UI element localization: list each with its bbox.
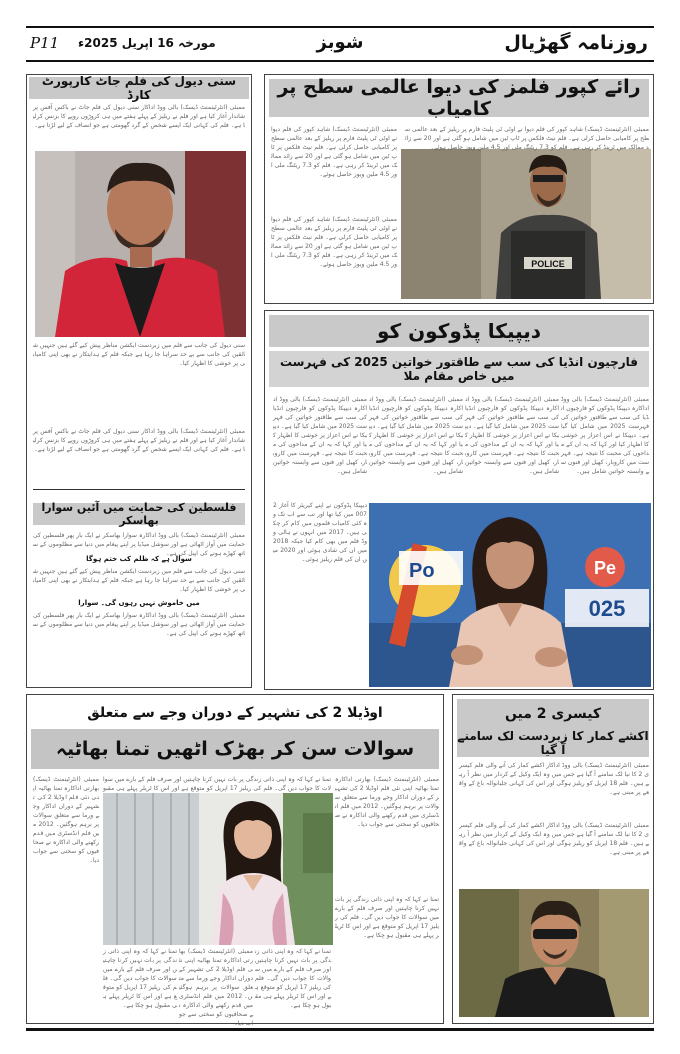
article-body: ممبئی (انٹرٹینمنٹ ڈیسک) بھارتی اداکارہ تمنا بھاٹیہ اپنی نئی فلم اوڈیلا 2 کی تشہیر کے دوران اداکار وجے ورما سے متعلق سوالات پر برہم ہوگئیں۔ 2012 میں فلم انڈسٹری میں قدم رکھنے والی اداکارہ نے صحافیوں کو سختی سے جواب دیا۔ — [33, 776, 100, 864]
akshay-kumar-photo — [459, 889, 649, 1017]
article-body: ممبئی (انٹرٹینمنٹ ڈیسک) بالی ووڈ اداکارہ سوارا بھاسکر نے ایک بار پھر فلسطین کی حمایت میں آواز اٹھائی ہے اور سوشل میڈیا پر اپنے پیغام میں دنیا سے مظلوموں کے ساتھ کھڑے ہونے کی اپیل کی ہے۔ — [33, 612, 245, 637]
article-kesari — [452, 694, 654, 1024]
police-badge: POLICE — [531, 259, 565, 269]
article-body: ممبئی (انٹرٹینمنٹ ڈیسک) شاہد کپور کی فلم دیوا نے اوٹی ٹی پلیٹ فارم پر ریلیز کے بعد عالمی سطح پر کامیابی حاصل کرلی ہے۔ فلم نیٹ فلکس پر ٹاپ ٹین میں شامل ہو گئی ہے اور 20 سے زائد ممالک میں ٹرینڈ کر رہی ہے۔ فلم کو 7.3 ریٹنگ ملی اور 4.5 ملین ویوز حاصل ہوئے۔ — [271, 216, 397, 268]
article-body: ممبئی (انٹرٹینمنٹ ڈیسک) بھارتی اداکارہ تمنا بھاٹیہ اپنی نئی فلم اوڈیلا 2 کی تشہیر کے دوران اداکار وجے ورما سے متعلق سوالات پر برہم ہوگئیں۔ 2012 میں فلم انڈسٹری میں قدم رکھنے والی اداکارہ نے صحافیوں کو سختی سے جواب دیا۔ — [335, 776, 439, 828]
article-body: ممبئی (انٹرٹینمنٹ ڈیسک) بالی ووڈ اداکار اکشے کمار کی آنے والی فلم کیسری 2 کا نیا لک سامنے آ گیا ہے جس میں وہ ایک وکیل کے کردار میں نظر آ رہے ہیں۔ فلم 18 اپریل کو ریلیز ہوگی اور اس کی کہانی جلیانوالہ باغ کے واقعے پر مبنی ہے۔ — [459, 822, 650, 856]
article-kicker: اوڈیلا 2 کی تشہیر کے دوران وجے سے متعلق — [87, 705, 383, 721]
article-body: ممبئی (انٹرٹینمنٹ ڈیسک) شاہد کپور کی فلم دیوا نے اوٹی ٹی پلیٹ فارم پر ریلیز کے بعد عالمی سطح پر کامیابی حاصل کرلی ہے۔ فلم نیٹ فلکس پر ٹاپ ٹین میں شامل ہو گئی ہے اور 20 سے زائد ممالک میں ٹرینڈ کر رہی ہے۔ فلم کو 7.3 ریٹنگ ملی اور 4.5 ملین ویوز حاصل ہوئے۔ — [405, 126, 649, 151]
article-sunny — [26, 74, 252, 688]
tamanna-bhatia-photo — [103, 793, 333, 945]
article-body: تمنا نے کہا کہ وہ اپنی ذاتی زندگی پر بات نہیں کرنا چاہتیں اور صرف فلم کے بارے میں سوالات کا جواب دیں گی۔ فلم کی ریلیز 17 اپریل کو متوقع ہے اور اس کا ٹریلر پہلے ہی مقبول ہو چکا ہے۔ — [335, 896, 440, 939]
article-body: ممبئی (انٹرٹینمنٹ ڈیسک) بالی ووڈ اداکارہ دیپیکا پڈوکون کو فارچیون انڈیا کی سب سے طاقتور خواتین کی فہرست 2025 میں شامل کیا گیا ہے۔ دیپیکا نے اس اعزاز پر خوشی کا اظہار کیا اور کہا کہ یہ ان کے مداحوں کی محبت کا نتیجہ ہے۔ فہرست میں کاروبار، کھیل اور فنون سے وابستہ خواتین شامل ہیں۔ — [273, 396, 367, 475]
article-kicker: کیسری 2 میں — [457, 699, 649, 729]
section-title: شوبز — [316, 32, 364, 53]
article-headline: رائے کپور فلمز کی دیوا عالمی سطح پر کامیاب — [269, 79, 649, 117]
article-body: ممبئی (انٹرٹینمنٹ ڈیسک) بالی ووڈ اداکارہ دیپیکا پڈوکون کو فارچیون انڈیا کی سب سے طاقتور خواتین کی فہرست 2025 میں شامل کیا گیا ہے۔ دیپیکا نے اس اعزاز پر خوشی کا اظہار کیا اور کہا کہ یہ ان کے مداحوں کی محبت کا نتیجہ ہے۔ فہرست میں کاروبار، کھیل اور فنون سے وابستہ خواتین شامل ہیں۔ — [369, 396, 463, 475]
page-header — [26, 26, 654, 62]
article-body: ممبئی (انٹرٹینمنٹ ڈیسک) بھارتی اداکارہ تمنا بھاٹیہ اپنی نئی فلم اوڈیلا 2 کی تشہیر کے دوران اداکار وجے ورما سے متعلق سوالات پر برہم ہوگئیں۔ 2012 میں فلم انڈسٹری میں قدم رکھنے والی اداکارہ نے صحافیوں کو سختی سے جواب دیا۔ — [179, 948, 253, 1027]
article-body: ممبئی (انٹرٹینمنٹ ڈیسک) بالی ووڈ اداکارہ دیپیکا پڈوکون کو فارچیون انڈیا کی سب سے طاقتور خواتین کی فہرست 2025 میں شامل کیا گیا ہے۔ دیپیکا نے اس اعزاز پر خوشی کا اظہار کیا اور کہا کہ یہ ان کے مداحوں کی محبت کا نتیجہ ہے۔ فہرست میں کاروبار، کھیل اور فنون سے وابستہ خواتین شامل ہیں۔ — [465, 396, 559, 475]
screen-text: 025 — [588, 596, 626, 621]
article-headline: فارچیون انڈیا کی سب سے طاقتور خواتین 2025 کی فہرست میں خاص مقام ملا — [269, 351, 649, 387]
article-body: سنی دیول کی جانب سے فلم میں زبردست ایکشن مناظر پیش کیے گئے ہیں جنہیں شائقین کی جانب سے بے حد سراہا جا رہا ہے جبکہ فلم کے ہدایتکار نے بھی اپنی کامیابی پر خوشی کا اظہار کیا۔ — [33, 342, 245, 367]
article-body: ممبئی (انٹرٹینمنٹ ڈیسک) بالی ووڈ اداکارہ سوارا بھاسکر نے ایک بار پھر فلسطین کی حمایت میں آواز اٹھائی ہے اور سوشل میڈیا پر اپنے پیغام میں دنیا سے مظلوموں کے ساتھ کھڑے ہونے کی اپیل کی ہے۔ — [33, 532, 245, 557]
pull-quote: میں خاموش نہیں رہوں گی۔ سوارا — [78, 599, 200, 607]
article-body: تمنا نے کہا کہ وہ اپنی ذاتی زندگی پر بات نہیں کرنا چاہتیں اور صرف فلم کے بارے میں سوالات کا جواب دیں گی۔ فلم کی ریلیز 17 اپریل کو متوقع ہے اور اس کا ٹریلر پہلے ہی مقبول ہو چکا ہے۔ — [103, 948, 178, 1009]
divider — [33, 489, 245, 490]
article-body: سنی دیول کی جانب سے فلم میں زبردست ایکشن مناظر پیش کیے گئے ہیں جنہیں شائقین کی جانب سے بے حد سراہا جا رہا ہے جبکہ فلم کے ہدایتکار نے بھی اپنی کامیابی پر خوشی کا اظہار کیا۔ — [33, 568, 245, 593]
deepika-padukone-photo — [369, 503, 651, 687]
article-body: ممبئی (انٹرٹینمنٹ ڈیسک) بالی ووڈ اداکارہ دیپیکا پڈوکون کو فارچیون انڈیا کی سب سے طاقتور خواتین کی فہرست 2025 میں شامل کیا گیا ہے۔ دیپیکا نے اس اعزاز پر خوشی کا اظہار کیا اور کہا کہ یہ ان کے مداحوں کی محبت کا نتیجہ ہے۔ فہرست میں کاروبار، کھیل اور فنون سے وابستہ خواتین شامل ہیں۔ — [561, 396, 649, 475]
article-kicker: دیپیکا پڈوکون کو — [269, 315, 649, 347]
footer-rule — [26, 1028, 654, 1031]
article-subhead: فلسطین کی حمایت میں آئیں سوارا بھاسکر — [33, 503, 245, 525]
screen-text: Po — [409, 560, 435, 582]
article-tamanna — [26, 694, 444, 1027]
article-body: ممبئی (انٹرٹینمنٹ ڈیسک) بالی ووڈ اداکار سنی دیول کی فلم جاٹ نے باکس آفس پر شاندار آغاز کیا ہے اور فلم نے ریلیز کے پہلے ہفتے میں ہی کروڑوں روپے کا بزنس کرلیا ہے۔ فلم کی کہانی ایک ایسے شخص کے گرد گھومتی ہے جو انصاف کے لیے لڑتا ہے۔ — [33, 428, 245, 453]
article-headline: اکشے کمار کا زبردست لک سامنے آ گیا — [457, 729, 649, 757]
article-body: دیپیکا پڈوکون نے اپنے کیریئر کا آغاز 2007 میں کیا تھا اور تب سے اب تک وہ کئی کامیاب فلموں میں کام کر چکی ہیں۔ 2017 میں انہوں نے ہالی ووڈ فلم میں بھی کام کیا جبکہ 2018 میں ان کی شادی ہوئی اور 2020 میں ان کی فلم ریلیز ہوئی۔ — [273, 502, 368, 563]
article-headline: سوالات سن کر بھڑک اٹھیں تمنا بھاٹیہ — [31, 729, 439, 769]
article-deepika — [264, 310, 654, 690]
article-body: تمنا نے کہا کہ وہ اپنی ذاتی زندگی پر بات نہیں کرنا چاہتیں اور صرف فلم کے بارے میں سوالات کا جواب دیں گی۔ فلم کی ریلیز 17 اپریل کو متوقع ہے اور اس کا ٹریلر پہلے ہی مقبول ہو چکا ہے۔ — [255, 948, 331, 1009]
article-body: ممبئی (انٹرٹینمنٹ ڈیسک) بالی ووڈ اداکار سنی دیول کی فلم جاٹ نے باکس آفس پر شاندار آغاز کیا ہے اور فلم نے ریلیز کے پہلے ہفتے میں ہی کروڑوں روپے کا بزنس کرلیا ہے۔ فلم کی کہانی ایک ایسے شخص کے گرد گھومتی ہے جو انصاف کے لیے لڑتا ہے۔ — [33, 104, 245, 129]
sunny-deol-photo — [35, 151, 246, 337]
article-headline: سنی دیول کی فلم جاٹ کارپورٹ کارڈ — [29, 77, 249, 99]
masthead: روزنامہ گھڑیال — [504, 32, 648, 54]
article-body: ممبئی (انٹرٹینمنٹ ڈیسک) شاہد کپور کی فلم دیوا نے اوٹی ٹی پلیٹ فارم پر ریلیز کے بعد عالمی سطح پر کامیابی حاصل کرلی ہے۔ فلم نیٹ فلکس پر ٹاپ ٹین میں شامل ہو گئی ہے اور 20 سے زائد ممالک میں ٹرینڈ کر رہی ہے۔ فلم کو 7.3 ریٹنگ ملی اور 4.5 ملین ویوز حاصل ہوئے۔ — [271, 126, 397, 178]
article-raaye — [264, 74, 654, 304]
article-body: تمنا نے کہا کہ وہ اپنی ذاتی زندگی پر بات نہیں کرنا چاہتیں اور صرف فلم کے بارے میں سوالات کا جواب دیں گی۔ فلم کی ریلیز 17 اپریل کو متوقع ہے اور اس کا ٹریلر پہلے ہی مقبو — [103, 776, 331, 792]
screen-text: Pe — [593, 558, 617, 578]
article-body: ممبئی (انٹرٹینمنٹ ڈیسک) بالی ووڈ اداکار اکشے کمار کی آنے والی فلم کیسری 2 کا نیا لک سامنے آ گیا ہے جس میں وہ ایک وکیل کے کردار میں نظر آ رہے ہیں۔ فلم 18 اپریل کو ریلیز ہوگی اور اس کی کہانی جلیانوالہ باغ کے واقعے پر مبنی ہے۔ — [459, 762, 650, 796]
pull-quote: سوال ہے کہ ظلم کب ختم ہوگا — [86, 555, 192, 563]
issue-date: مورخہ 16 اپریل 2025ء — [78, 36, 216, 50]
shahid-kapoor-photo — [401, 149, 651, 299]
page-number: P11 — [30, 34, 60, 52]
